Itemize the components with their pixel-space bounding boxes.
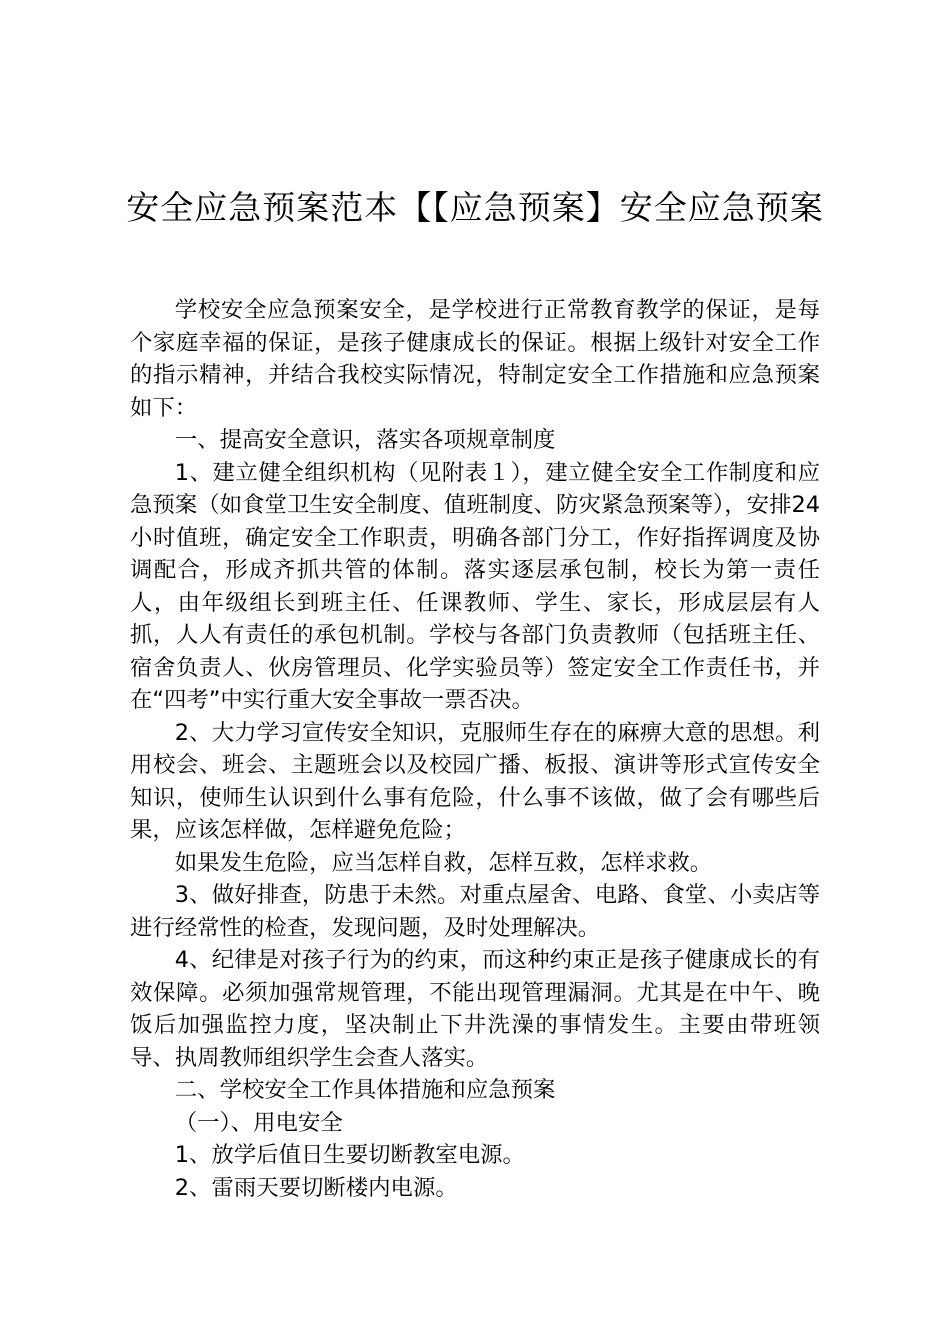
section-heading-2: 二、学校安全工作具体措施和应急预案 [174,1077,556,1103]
section-heading-1: 一、提高安全意识，落实各项规章制度 [174,427,556,453]
electricity-item-1: 1、放学后值日生要切断教室电源。 [174,1142,525,1168]
paragraph-item-1: 1、建立健全组织机构（见附表１），建立健全安全工作制度和应急预案（如食堂卫生安全制度、值班制度、防灾紧急预案等），安排24小时值班，确定安全工作职责，明确各部门分工，作好指挥调度及协调配合，形成齐抓共管的体制。落实逐层承包制，校长为第一责任人，由年级组长到班主任、任课教师、学生、家长，形成层层有人抓，人人有责任的承包机制。学校与各部门负责教师（包括班主任、宿舍负责人、伙房管理员、化学实验员等）签定安全工作责任书，并在“四考”中实行重大安全事故一票否决。 [130,459,820,713]
document-body [130,294,820,1204]
intro-paragraph: 学校安全应急预案安全，是学校进行正常教育教学的保证，是每个家庭幸福的保证，是孩子健康成长的保证。根据上级针对安全工作的指示精神，并结合我校实际情况，特制定安全工作措施和应急预案如下： [130,297,820,421]
paragraph-item-2: 2、大力学习宣传安全知识，克服师生存在的麻痹大意的思想。利用校会、班会、主题班会以及校园广播、板报、演讲等形式宣传安全知识，使师生认识到什么事有危险，什么事不该做，做了会有哪些后果，应该怎样做，怎样避免危险； [130,719,820,843]
paragraph-item-3: 3、做好排查，防患于未然。对重点屋舍、电路、食堂、小卖店等进行经常性的检查，发现问题，及时处理解决。 [130,882,820,941]
paragraph-item-2-continued: 如果发生危险，应当怎样自救，怎样互救，怎样求救。 [174,849,713,876]
paragraph-item-4: 4、纪律是对孩子行为的约束，而这种约束正是孩子健康成长的有效保障。必须加强常规管理，不能出现管理漏洞。尤其是在中午、晚饭后加强监控力度，坚决制止下井洗澡的事情发生。主要由带班领导、执周教师组织学生会查人落实。 [130,947,820,1071]
document-title: 安全应急预案范本【【应急预案】安全应急预案 [126,188,824,227]
electricity-item-2: 2、雷雨天要切断楼内电源。 [174,1174,458,1201]
subsection-heading-electricity: （一）、用电安全 [174,1109,343,1136]
